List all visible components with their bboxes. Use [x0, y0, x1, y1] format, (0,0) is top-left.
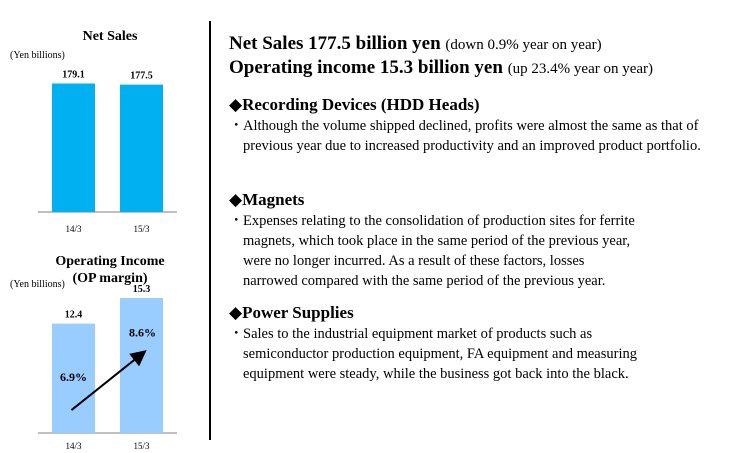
net-sales-value-label: 177.5	[130, 70, 153, 82]
margin-label: 8.6%	[129, 325, 156, 340]
segment-text-magnets: Expenses relating to the consolidation of production sites for ferrite magnets, which took place in the same period of the previous year, were no longer incurred. As a result of these factors, losses narrowed compared with the same period of the previous year.	[243, 213, 635, 289]
operating-income-title-line2: (OP margin)	[72, 271, 148, 286]
segment-title-magnets: ◆Magnets	[229, 190, 305, 209]
net-sales-headline-note: (down 0.9% year on year)	[445, 37, 602, 53]
segment-bullet: ・	[229, 118, 244, 134]
segment-title-power-supplies: ◆Power Supplies	[229, 303, 354, 322]
operating-income-value-label: 12.4	[64, 309, 83, 321]
operating-income-headline	[229, 57, 653, 80]
segment-body-recording-devices	[229, 116, 705, 156]
segment-bullet: ・	[229, 213, 244, 229]
charts-canvas	[0, 0, 210, 453]
net-sales-tick-label: 14/3	[65, 224, 82, 234]
net-sales-headline	[229, 33, 602, 56]
segment-body-magnets	[229, 211, 637, 291]
operating-income-headline-note: (up 23.4% year on year)	[507, 61, 654, 77]
operating-income-value-label: 15.3	[132, 284, 151, 296]
operating-income-tick-label: 15/3	[133, 441, 150, 451]
segment-text-recording-devices: Although the volume shipped declined, profits were almost the same as that of previous year due to increased productivity and an improved product portfolio.	[243, 118, 701, 154]
net-sales-chart-title: Net Sales	[82, 29, 138, 44]
segment-bullet: ・	[229, 326, 244, 342]
operating-income-title-line1: Operating Income	[55, 254, 165, 269]
segment-text-power-supplies: Sales to the industrial equipment market of products such as semiconductor production equipment, FA equipment and measuring equipment were steady, while the business got back into the black.	[243, 326, 637, 382]
operating-income-tick-label: 14/3	[65, 441, 82, 451]
net-sales-unit-label: (Yen billions)	[10, 50, 65, 61]
segment-title-recording-devices: ◆Recording Devices (HDD Heads)	[229, 95, 480, 114]
vertical-divider	[209, 21, 211, 440]
net-sales-headline-text: Net Sales 177.5 billion yen	[229, 33, 441, 54]
segment-body-power-supplies	[229, 324, 669, 384]
net-sales-bar	[52, 83, 95, 212]
margin-label: 6.9%	[60, 370, 87, 385]
net-sales-bar	[120, 85, 163, 212]
net-sales-tick-label: 15/3	[133, 224, 150, 234]
operating-income-headline-text: Operating income 15.3 billion yen	[229, 57, 503, 78]
operating-income-unit-label: (Yen billions)	[10, 279, 65, 290]
net-sales-value-label: 179.1	[62, 69, 85, 81]
